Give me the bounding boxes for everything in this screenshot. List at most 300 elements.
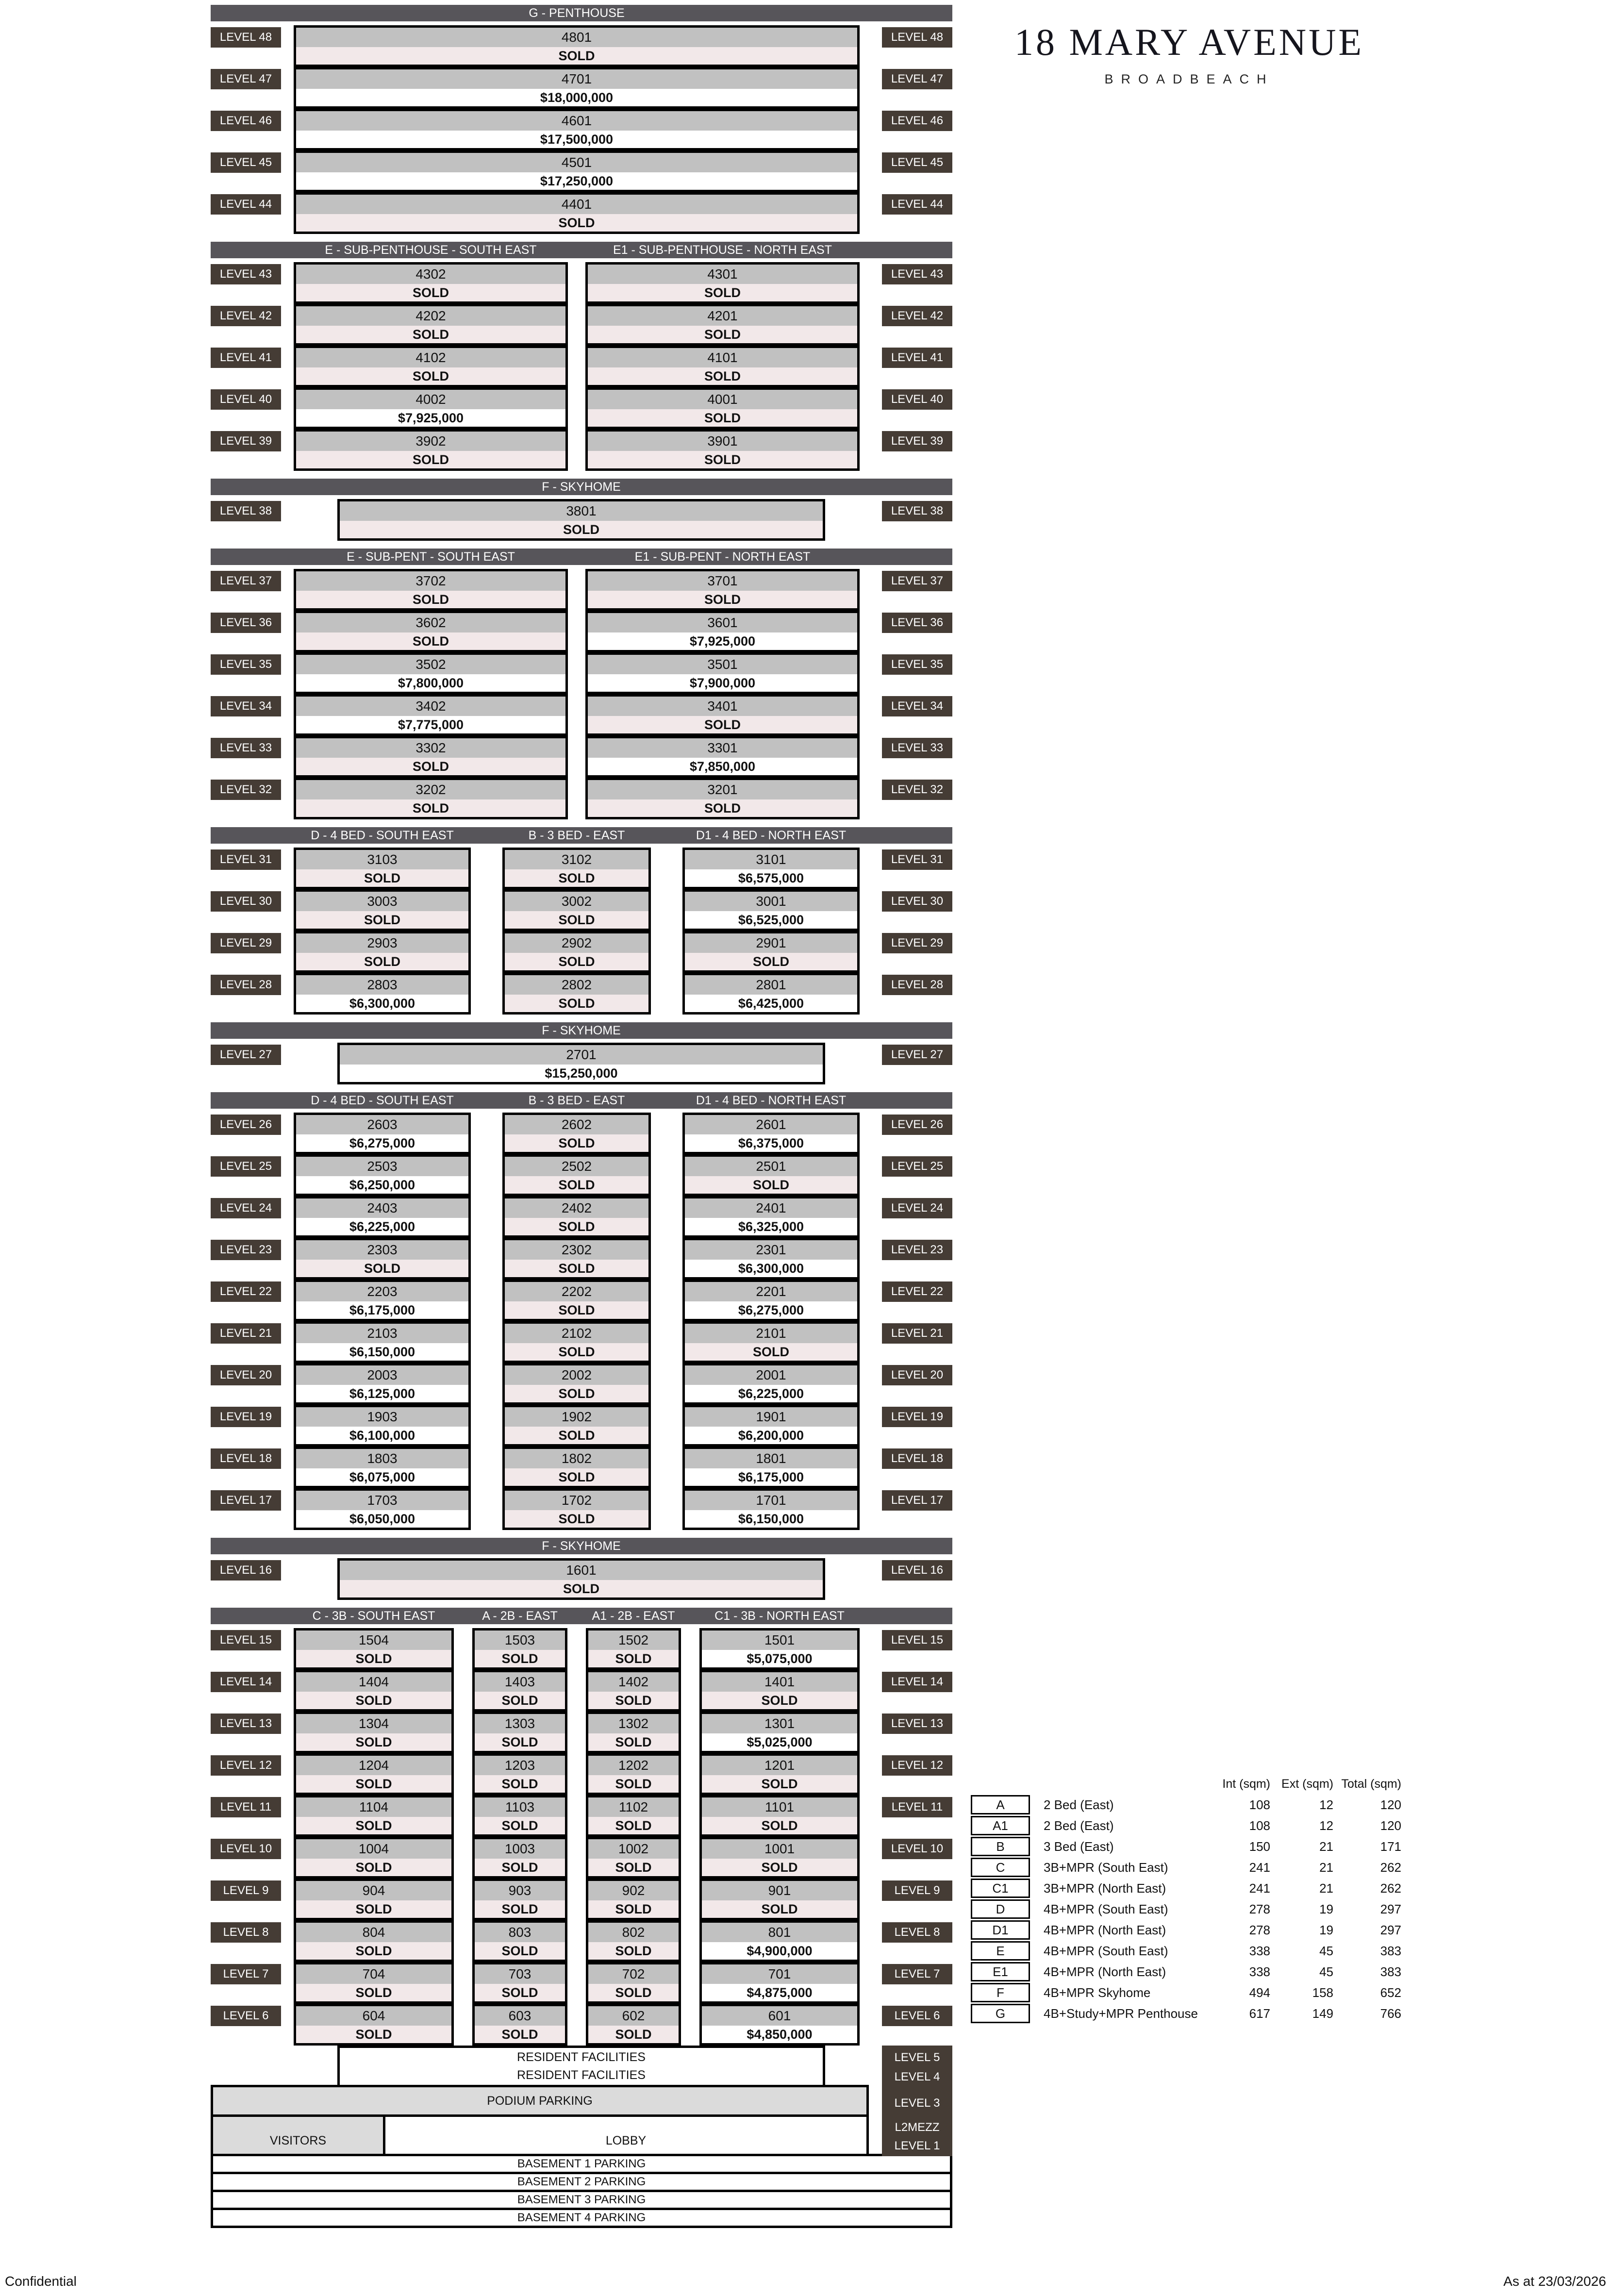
unit-cell — [472, 2004, 567, 2046]
unit-cell — [337, 499, 825, 541]
unit-cells — [294, 889, 860, 931]
unit-cells — [294, 848, 860, 889]
unit-cell — [502, 889, 651, 931]
unit-cell — [586, 2004, 681, 2046]
unit-number: 4301 — [588, 265, 857, 284]
unit-cells — [294, 652, 860, 694]
unit-number: 804 — [296, 1923, 451, 1942]
unit-price: $6,150,000 — [685, 1510, 857, 1528]
unit-number: 2103 — [296, 1324, 468, 1343]
legend-ext-sqm: 19 — [1319, 1922, 1333, 1937]
legend-type-code: D — [971, 1899, 1030, 1919]
section-header-labels — [294, 242, 860, 258]
section-header — [211, 1538, 952, 1554]
unit-type-legend — [971, 1773, 1403, 2023]
unit-number: 2902 — [505, 933, 648, 953]
unit-cell — [682, 1488, 860, 1530]
unit-number: 1703 — [296, 1491, 468, 1510]
unit-status-sold: SOLD — [296, 1650, 451, 1667]
resident-facilities-label: RESIDENT FACILITIES — [517, 2068, 646, 2082]
legend-type-code: D1 — [971, 1920, 1030, 1940]
level-label-left: LEVEL 8 — [211, 1922, 281, 1943]
unit-cell — [682, 1363, 860, 1405]
unit-number: 1901 — [685, 1407, 857, 1427]
unit-number: 3401 — [588, 697, 857, 716]
unit-status-sold: SOLD — [296, 591, 565, 608]
legend-row — [971, 1920, 1403, 1940]
basement-row: BASEMENT 1 PARKING — [211, 2154, 952, 2174]
unit-cells — [294, 387, 860, 429]
level-row — [211, 1712, 952, 1753]
unit-number: 1502 — [588, 1630, 679, 1650]
unit-number: 1302 — [588, 1714, 679, 1733]
unit-status-sold: SOLD — [588, 326, 857, 343]
unit-cells — [294, 1363, 860, 1405]
level-label-left: LEVEL 21 — [211, 1323, 281, 1344]
unit-number: 903 — [475, 1881, 565, 1900]
legend-int-sqm: 150 — [1249, 1839, 1270, 1854]
unit-number: 2002 — [505, 1365, 648, 1385]
unit-number: 3702 — [296, 571, 565, 591]
unit-status-sold: SOLD — [588, 1984, 679, 2001]
unit-status-sold: SOLD — [505, 1176, 648, 1194]
unit-cell — [294, 346, 568, 387]
project-title: 18 MARY AVENUE — [1014, 21, 1364, 63]
unit-cell — [699, 1837, 860, 1879]
level-label: LEVEL 5 — [894, 2051, 940, 2064]
unit-number: 2101 — [685, 1324, 857, 1343]
unit-cell — [699, 2004, 860, 2046]
unit-price: $6,300,000 — [685, 1260, 857, 1277]
unit-cell — [294, 2004, 454, 2046]
level-label-right: LEVEL 40 — [882, 389, 952, 410]
legend-total-sqm: 120 — [1380, 1818, 1401, 1833]
unit-cells — [294, 499, 860, 541]
unit-cell — [586, 1795, 681, 1837]
level-row — [211, 1196, 952, 1238]
level-row — [211, 192, 952, 234]
unit-price: $6,050,000 — [296, 1510, 468, 1528]
unit-number: 2903 — [296, 933, 468, 953]
unit-cells — [294, 1753, 860, 1795]
unit-cell — [586, 1628, 681, 1670]
unit-cell — [502, 1113, 651, 1154]
section-header-label: F - SKYHOME — [542, 480, 621, 494]
unit-cells — [294, 262, 860, 304]
section-header-label: D1 - 4 BED - NORTH EAST — [696, 1094, 847, 1107]
unit-status-sold: SOLD — [588, 451, 857, 468]
section-header-labels — [294, 1608, 860, 1624]
unit-number: 4102 — [296, 348, 565, 367]
unit-status-sold: SOLD — [296, 1733, 451, 1751]
confidential-note: Confidential — [5, 2274, 77, 2289]
unit-number: 3701 — [588, 571, 857, 591]
unit-cell — [699, 1795, 860, 1837]
unit-number: 4202 — [296, 306, 565, 326]
unit-price: $7,925,000 — [296, 409, 565, 427]
section-header-labels — [294, 479, 860, 495]
unit-price: $6,125,000 — [296, 1385, 468, 1402]
unit-cell — [682, 1113, 860, 1154]
unit-price: $4,900,000 — [702, 1942, 857, 1960]
legend-int-sqm: 617 — [1249, 2006, 1270, 2021]
unit-status-sold: SOLD — [475, 1733, 565, 1751]
unit-number: 1403 — [475, 1672, 565, 1692]
unit-cells — [294, 736, 860, 778]
unit-number: 1103 — [475, 1797, 565, 1817]
section-header-labels — [294, 1022, 860, 1039]
level-row — [211, 611, 952, 652]
level-label-left: LEVEL 38 — [211, 501, 281, 521]
unit-cell — [294, 1238, 471, 1280]
legend-int-sqm: 108 — [1249, 1818, 1270, 1833]
unit-number: 2802 — [505, 975, 648, 995]
unit-cell — [294, 1670, 454, 1712]
unit-cell — [294, 1363, 471, 1405]
legend-total-sqm: 171 — [1380, 1839, 1401, 1854]
level-label-left: LEVEL 14 — [211, 1672, 281, 1692]
unit-cell — [585, 429, 860, 471]
level-row — [211, 1795, 952, 1837]
unit-number: 4001 — [588, 390, 857, 409]
unit-number: 3601 — [588, 613, 857, 632]
unit-number: 2502 — [505, 1157, 648, 1176]
unit-cell — [699, 1962, 860, 2004]
unit-number: 1202 — [588, 1756, 679, 1775]
unit-price: $6,175,000 — [685, 1468, 857, 1486]
level-label: LEVEL 1 — [894, 2139, 940, 2152]
level-label-right: LEVEL 8 — [882, 1922, 952, 1943]
unit-status-sold: SOLD — [296, 911, 468, 929]
level-row — [211, 778, 952, 819]
legend-type-desc: 2 Bed (East) — [1044, 1818, 1114, 1833]
level-label-right: LEVEL 15 — [882, 1630, 952, 1650]
level-row — [211, 1043, 952, 1084]
unit-cell — [682, 889, 860, 931]
section-header — [211, 549, 952, 565]
unit-cells — [294, 611, 860, 652]
unit-number: 1304 — [296, 1714, 451, 1733]
unit-cells — [294, 1447, 860, 1488]
level-row — [211, 1962, 952, 2004]
unit-price: $5,075,000 — [702, 1650, 857, 1667]
unit-cell — [294, 1280, 471, 1321]
unit-status-sold: SOLD — [296, 1942, 451, 1960]
unit-status-sold: SOLD — [588, 716, 857, 733]
podium-row — [211, 2085, 952, 2117]
legend-int-sqm: 278 — [1249, 1901, 1270, 1916]
section-header — [211, 5, 952, 21]
unit-cell — [294, 1962, 454, 2004]
lobby-box: LOBBY — [383, 2114, 869, 2156]
unit-number: 1504 — [296, 1630, 451, 1650]
basement-row: BASEMENT 3 PARKING — [211, 2190, 952, 2210]
unit-cell — [585, 611, 860, 652]
level-label-left: LEVEL 32 — [211, 780, 281, 800]
level-row — [211, 1154, 952, 1196]
unit-status-sold: SOLD — [505, 1134, 648, 1152]
unit-cell — [586, 1920, 681, 1962]
unit-cell — [682, 1154, 860, 1196]
section-header-label: B - 3 BED - EAST — [528, 1094, 625, 1107]
legend-type-code: C1 — [971, 1879, 1030, 1898]
level-row — [211, 1405, 952, 1447]
unit-cell — [682, 973, 860, 1015]
unit-cells — [294, 429, 860, 471]
unit-number: 2201 — [685, 1282, 857, 1301]
level-row — [211, 1447, 952, 1488]
unit-cell — [294, 736, 568, 778]
unit-price: $17,250,000 — [296, 172, 857, 190]
podium-parking-box: PODIUM PARKING — [211, 2085, 869, 2117]
section-header-labels — [294, 1092, 860, 1109]
unit-status-sold: SOLD — [475, 1942, 565, 1960]
level-label-left: LEVEL 15 — [211, 1630, 281, 1650]
legend-type-code: B — [971, 1837, 1030, 1856]
unit-cells — [294, 1558, 860, 1600]
unit-number: 1501 — [702, 1630, 857, 1650]
unit-cell — [502, 973, 651, 1015]
unit-cell — [472, 1795, 567, 1837]
unit-price: $6,250,000 — [296, 1176, 468, 1194]
unit-cell — [585, 262, 860, 304]
level-label-left: LEVEL 13 — [211, 1714, 281, 1734]
level-label: L2MEZZ — [895, 2121, 940, 2134]
unit-cells — [294, 931, 860, 973]
unit-status-sold: SOLD — [475, 1900, 565, 1918]
legend-header-int: Int (sqm) — [1222, 1777, 1270, 1791]
level-label-left: LEVEL 46 — [211, 111, 281, 131]
unit-cell — [294, 1712, 454, 1753]
ground-row — [211, 2114, 952, 2156]
level-label-right: LEVEL 21 — [882, 1323, 952, 1344]
unit-status-sold: SOLD — [588, 1900, 679, 1918]
level-label-right: LEVEL 10 — [882, 1839, 952, 1859]
unit-price: $4,850,000 — [702, 2026, 857, 2043]
level-label-right: LEVEL 46 — [882, 111, 952, 131]
unit-number: 3001 — [685, 892, 857, 911]
unit-number: 2602 — [505, 1115, 648, 1134]
unit-number: 1802 — [505, 1449, 648, 1468]
unit-number: 1303 — [475, 1714, 565, 1733]
unit-status-sold: SOLD — [475, 1859, 565, 1876]
level-row — [211, 387, 952, 429]
level-label: LEVEL 4 — [894, 2070, 940, 2083]
unit-status-sold: SOLD — [296, 1775, 451, 1793]
unit-status-sold: SOLD — [505, 1427, 648, 1444]
section-header-labels — [294, 5, 860, 21]
unit-cell — [699, 1670, 860, 1712]
unit-status-sold: SOLD — [296, 632, 565, 650]
level-label-right: LEVEL 13 — [882, 1714, 952, 1734]
unit-status-sold: SOLD — [505, 1301, 648, 1319]
legend-total-sqm: 262 — [1380, 1860, 1401, 1875]
unit-status-sold: SOLD — [296, 1900, 451, 1918]
unit-cells — [294, 1196, 860, 1238]
unit-number: 2501 — [685, 1157, 857, 1176]
level-row — [211, 1628, 952, 1670]
unit-status-sold: SOLD — [505, 995, 648, 1012]
unit-cell — [294, 931, 471, 973]
unit-cell — [294, 262, 568, 304]
section-header-label: A1 - 2B - EAST — [592, 1609, 675, 1623]
section-header-label: E1 - SUB-PENT - NORTH EAST — [634, 550, 811, 564]
legend-ext-sqm: 21 — [1319, 1880, 1333, 1896]
unit-price: $6,425,000 — [685, 995, 857, 1012]
level-label-left: LEVEL 43 — [211, 264, 281, 284]
section-header-label: B - 3 BED - EAST — [528, 829, 625, 842]
level-row — [211, 150, 952, 192]
unit-status-sold: SOLD — [296, 1260, 468, 1277]
legend-row — [971, 1899, 1403, 1919]
legend-type-desc: 4B+Study+MPR Penthouse — [1044, 2006, 1198, 2021]
unit-cells — [294, 1962, 860, 2004]
basement-row: BASEMENT 2 PARKING — [211, 2172, 952, 2192]
legend-ext-sqm: 21 — [1319, 1860, 1333, 1875]
unit-status-sold: SOLD — [505, 1218, 648, 1235]
legend-type-code: A1 — [971, 1816, 1030, 1835]
level-label-right: LEVEL 24 — [882, 1198, 952, 1218]
unit-status-sold: SOLD — [296, 451, 565, 468]
unit-status-sold: SOLD — [296, 758, 565, 775]
unit-number: 2102 — [505, 1324, 648, 1343]
section-header-label: G - PENTHOUSE — [529, 6, 625, 20]
legend-ext-sqm: 158 — [1312, 1985, 1333, 2000]
unit-status-sold: SOLD — [588, 591, 857, 608]
unit-number: 3502 — [296, 655, 565, 674]
unit-number: 3402 — [296, 697, 565, 716]
level-label-right: LEVEL 11 — [882, 1797, 952, 1817]
unit-cells — [294, 1154, 860, 1196]
legend-int-sqm: 241 — [1249, 1860, 1270, 1875]
unit-number: 2301 — [685, 1240, 857, 1260]
unit-status-sold: SOLD — [702, 1692, 857, 1709]
unit-cell — [472, 1753, 567, 1795]
legend-ext-sqm: 149 — [1312, 2006, 1333, 2021]
unit-status-sold: SOLD — [505, 1468, 648, 1486]
unit-status-sold: SOLD — [588, 799, 857, 817]
section-header-label: E - SUB-PENTHOUSE - SOUTH EAST — [325, 243, 537, 257]
level-label-left: LEVEL 33 — [211, 738, 281, 758]
unit-number: 4601 — [296, 111, 857, 131]
legend-header-total: Total (sqm) — [1341, 1777, 1401, 1791]
unit-number: 3901 — [588, 432, 857, 451]
unit-cells — [294, 150, 860, 192]
legend-type-desc: 4B+MPR (North East) — [1044, 1964, 1166, 1979]
section-header-label: F - SKYHOME — [542, 1024, 621, 1037]
unit-cell — [586, 1670, 681, 1712]
unit-cell — [682, 931, 860, 973]
unit-cell — [294, 1628, 454, 1670]
legend-int-sqm: 494 — [1249, 1985, 1270, 2000]
unit-status-sold: SOLD — [475, 1817, 565, 1834]
level-row — [211, 25, 952, 67]
level-row — [211, 569, 952, 611]
unit-cell — [294, 1405, 471, 1447]
legend-type-desc: 3 Bed (East) — [1044, 1839, 1114, 1854]
unit-status-sold: SOLD — [475, 1984, 565, 2001]
level-label-right: LEVEL 31 — [882, 849, 952, 870]
unit-number: 1401 — [702, 1672, 857, 1692]
unit-cell — [294, 973, 471, 1015]
legend-type-desc: 4B+MPR (South East) — [1044, 1901, 1168, 1916]
unit-cell — [586, 1879, 681, 1920]
unit-number: 701 — [702, 1964, 857, 1984]
section-header-label: C - 3B - SOUTH EAST — [312, 1609, 435, 1623]
unit-cell — [294, 1154, 471, 1196]
level-label-left: LEVEL 37 — [211, 571, 281, 591]
unit-status-sold: SOLD — [505, 1385, 648, 1402]
unit-status-sold: SOLD — [296, 2026, 451, 2043]
unit-cell — [294, 611, 568, 652]
level-row — [211, 973, 952, 1015]
level-row — [211, 1321, 952, 1363]
unit-cell — [586, 1712, 681, 1753]
unit-number: 2302 — [505, 1240, 648, 1260]
unit-cell — [699, 1753, 860, 1795]
unit-number: 2901 — [685, 933, 857, 953]
unit-cell — [294, 1837, 454, 1879]
unit-number: 3103 — [296, 850, 468, 869]
unit-cell — [472, 1879, 567, 1920]
legend-type-code: E — [971, 1941, 1030, 1961]
level-row — [211, 1753, 952, 1795]
unit-cell — [502, 1196, 651, 1238]
level-label-left: LEVEL 27 — [211, 1045, 281, 1065]
level-label-right: LEVEL 41 — [882, 348, 952, 368]
unit-cell — [502, 1154, 651, 1196]
unit-price: $6,275,000 — [685, 1301, 857, 1319]
unit-status-sold: SOLD — [588, 1942, 679, 1960]
unit-status-sold: SOLD — [296, 953, 468, 970]
level-label-left: LEVEL 23 — [211, 1240, 281, 1260]
lower-level-labels — [882, 2046, 952, 2156]
unit-status-sold: SOLD — [702, 1775, 857, 1793]
unit-number: 904 — [296, 1881, 451, 1900]
level-label-right: LEVEL 19 — [882, 1407, 952, 1427]
unit-price: $6,175,000 — [296, 1301, 468, 1319]
unit-price: $6,375,000 — [685, 1134, 857, 1152]
unit-status-sold: SOLD — [296, 367, 565, 385]
legend-row — [971, 1858, 1403, 1877]
level-label-left: LEVEL 36 — [211, 613, 281, 633]
unit-cells — [294, 1628, 860, 1670]
legend-ext-sqm: 12 — [1319, 1818, 1333, 1833]
level-row — [211, 499, 952, 541]
unit-cell — [502, 931, 651, 973]
unit-cell — [502, 1488, 651, 1530]
level-label-left: LEVEL 7 — [211, 1964, 281, 1984]
resident-facilities-row — [211, 2046, 952, 2087]
unit-status-sold: SOLD — [475, 2026, 565, 2043]
legend-type-desc: 3B+MPR (South East) — [1044, 1860, 1168, 1875]
unit-number: 1701 — [685, 1491, 857, 1510]
level-label-right: LEVEL 17 — [882, 1490, 952, 1511]
section-header — [211, 479, 952, 495]
level-label-right: LEVEL 34 — [882, 696, 952, 716]
unit-cell — [502, 848, 651, 889]
unit-number: 1301 — [702, 1714, 857, 1733]
unit-cells — [294, 1405, 860, 1447]
level-label-left: LEVEL 40 — [211, 389, 281, 410]
unit-cell — [294, 778, 568, 819]
unit-number: 2003 — [296, 1365, 468, 1385]
unit-cell — [294, 569, 568, 611]
section-header — [211, 1608, 952, 1624]
legend-type-code: C — [971, 1858, 1030, 1877]
unit-status-sold: SOLD — [296, 214, 857, 232]
unit-number: 2001 — [685, 1365, 857, 1385]
